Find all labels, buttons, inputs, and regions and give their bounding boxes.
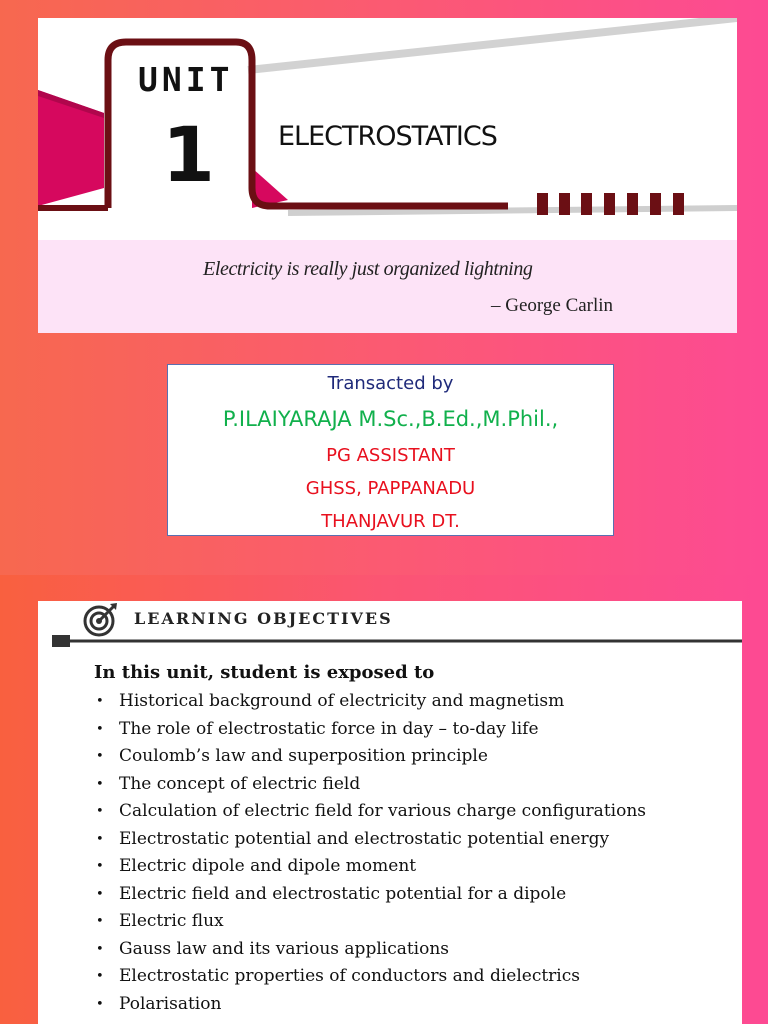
author-designation: PG ASSISTANT — [326, 445, 455, 466]
objectives-intro: In this unit, student is exposed to — [94, 662, 435, 683]
bullet-icon: • — [96, 914, 104, 929]
list-item: • The concept of electric field — [94, 771, 646, 799]
bullet-icon: • — [96, 941, 104, 957]
unit-label: UNIT — [138, 60, 234, 99]
author-info-box — [167, 364, 614, 536]
list-item: • Gauss law and its various applications — [94, 936, 646, 964]
bullet-icon: • — [96, 804, 104, 819]
bullet-icon: • — [96, 776, 104, 792]
bullet-icon: • — [96, 831, 104, 847]
transacted-by-label: Transacted by — [327, 373, 454, 394]
list-item: • Electric flux — [94, 908, 646, 936]
bullet-icon: • — [96, 694, 104, 709]
author-district: THANJAVUR DT. — [321, 511, 460, 532]
bullet-icon: • — [96, 886, 104, 902]
author-school: GHSS, PAPPANADU — [305, 478, 476, 499]
quote-author: – George Carlin — [491, 295, 614, 316]
bullet-icon: • — [96, 749, 104, 764]
unit-title: ELECTROSTATICS — [278, 121, 497, 152]
heading-rule — [38, 631, 742, 651]
unit-number: 1 — [162, 110, 215, 199]
bullet-icon: • — [96, 721, 104, 737]
list-item: • Electric field and electrostatic potential for a dipole — [94, 881, 646, 909]
bullet-icon: • — [96, 859, 104, 874]
list-item: • Electrostatic properties of conductors and dielectrics — [94, 963, 646, 991]
list-item: • Historical background of electricity and magnetism — [94, 688, 646, 716]
quote-strip — [38, 240, 737, 333]
bullet-icon: • — [96, 969, 104, 984]
bullet-icon: • — [96, 996, 104, 1012]
list-item: • Calculation of electric field for various charge configurations — [94, 798, 646, 826]
quote-text: Electricity is really just organized lightning — [203, 258, 533, 280]
list-item: • Electrostatic potential and electrostatic potential energy — [94, 826, 646, 854]
objectives-list — [94, 688, 646, 1018]
list-item: • Polarisation — [94, 991, 646, 1019]
list-item: • The role of electrostatic force in day – to-day life — [94, 716, 646, 744]
list-item: • Coulomb’s law and superposition principle — [94, 743, 646, 771]
learning-objectives-panel — [38, 601, 742, 1024]
objectives-heading: LEARNING OBJECTIVES — [134, 609, 393, 628]
unit-banner — [38, 18, 737, 333]
list-item: • Electric dipole and dipole moment — [94, 853, 646, 881]
objectives-slide — [0, 575, 768, 1024]
author-name: P.ILAIYARAJA M.Sc.,B.Ed.,M.Phil., — [222, 407, 559, 431]
